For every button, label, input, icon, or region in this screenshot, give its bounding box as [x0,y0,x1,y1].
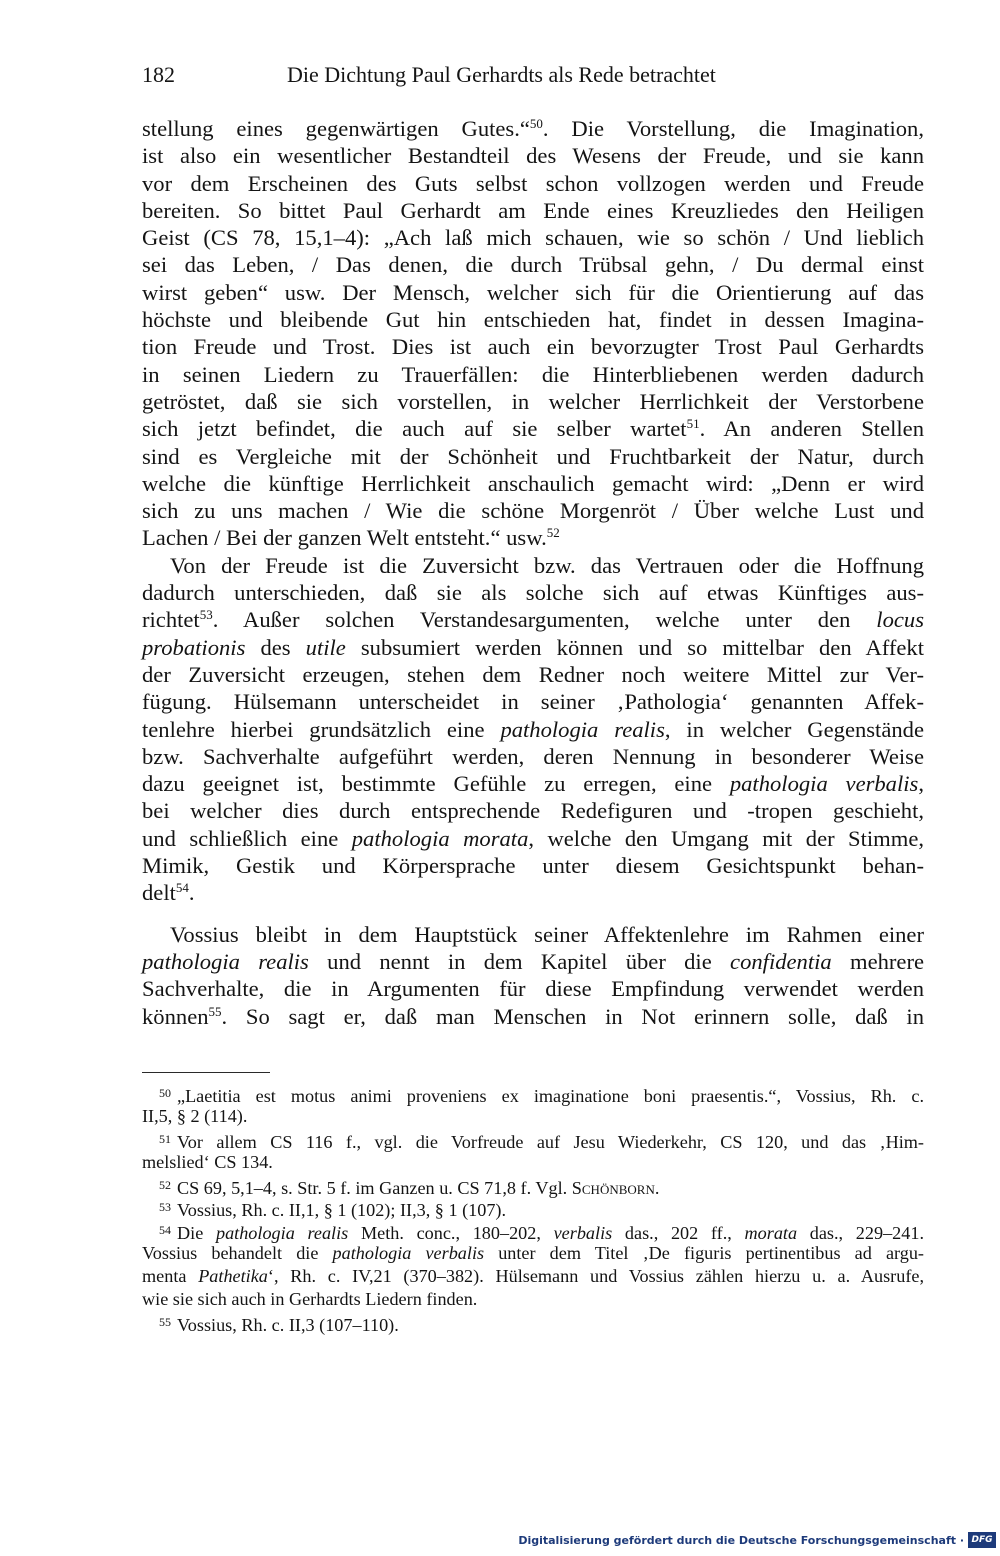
footnotes [142,1082,924,1334]
text-line: höchste und bleibende Gut hin entschieden hat, findet in dessen Imagina- [142,307,924,333]
text-line: und schließlich eine pathologia morata, welche den Umgang mit der Stimme, [142,825,925,851]
text-line: sei das Leben, / Das denen, die durch Trübsal gehn, / Du dermal einst [142,252,924,278]
footnote-rule [142,1072,270,1073]
footnote-54-cont: Vossius behandelt die pathologia verbalis unter dem Titel ‚De figuris pertinentibus ad argu- [142,1243,924,1264]
text-line: richtet$^{53}$. Außer solchen Verstandesargumenten, welche unter den locus [142,607,924,633]
text-line: bei welcher dies durch entsprechende Redefiguren und -tropen geschieht, [142,798,924,824]
footnote-ref: 52 [546,525,560,541]
text-line: Vossius bleibt in dem Hauptstück seiner Affektenlehre im Rahmen einer [170,921,924,947]
text-line: sich zu uns machen / Wie die schöne Morgenröt / Über welche Lust und [142,498,924,524]
text-line: dazu geeignet ist, bestimmte Gefühle zu erregen, eine pathologia verbalis, [142,771,924,797]
footnote-ref: 50 [529,116,543,131]
dfg-logo: DFG [968,1532,996,1548]
text-line: sich jetzt befindet, die auch auf sie selber wartet$^{51}$. An anderen Stellen [142,416,924,442]
text-line: bzw. Sachverhalte aufgeführt werden, deren Nennung in besonderer Weise [142,743,924,769]
footnote-54-cont: wie sie sich auch in Gerhardts Liedern finden. [142,1289,478,1310]
text-line: bereiten. So bittet Paul Gerhardt am Ende eines Kreuzliedes den Heiligen [142,197,924,223]
digitization-credit [518,1530,996,1550]
text-line: sind es Vergleiche mit der Schönheit und Fruchtbarkeit der Natur, durch [142,443,924,469]
text-line: dadurch unterschieden, daß sie als solche sich auf etwas Künftiges aus- [142,580,924,606]
text-line: ist also ein wesentlicher Bestandteil des Wesens der Freude, und sie kann [142,143,924,169]
text-line: getröstet, daß sie sich vorstellen, in welcher Herrlichkeit der Verstorbene [142,388,924,414]
footnote-51: $^{51}$ Vor allem CS 116 f., vgl. die Vorfreude auf Jesu Wiederkehr, CS 120, und das ‚Him- [159,1131,924,1152]
text-line: probationis des utile subsumiert werden können und so mittelbar den Affekt [142,634,924,660]
footnote-ref: 53 [199,607,213,623]
text-line: Geist (CS 78, 15,1–4): „Ach laß mich schauen, wie so schön / Und lieblich [142,225,924,251]
footnote-ref: 54 [175,880,189,896]
text-line: Sachverhalte, die in Argumenten für diese Empfindung verwendet werden [142,976,924,1002]
footnote-ref: 55 [208,1003,222,1019]
text-line: wirst geben“ usw. Der Mensch, welcher sich für die Orientierung auf das [142,279,924,305]
running-title: Die Dichtung Paul Gerhardts als Rede betrachtet [287,62,716,87]
text-line: tion Freude und Trost. Dies ist auch ein bevorzugter Trost Paul Gerhardts [142,334,924,360]
text-line: fügung. Hülsemann unterscheidet in seiner ‚Pathologia‘ genannten Affek- [142,689,924,715]
footnote-52: $^{52}$ CS 69, 5,1–4, s. Str. 5 f. im Ganzen u. CS 71,8 f. Vgl. Schönborn. [159,1177,660,1198]
text-line: Mimik, Gestik und Körpersprache unter diesem Gesichtspunkt behan- [142,853,924,879]
text-line: Lachen / Bei der ganzen Welt entsteht.“ usw.$^{52}$ [142,525,560,551]
footnote-ref: 51 [686,416,700,432]
text-line: delt$^{54}$. [142,880,195,906]
text-line: der Zuversicht erzeugen, stehen dem Redner noch weitere Mittel zur Ver- [142,661,924,687]
text-line: welche die künftige Herrlichkeit anschaulich gemacht wird: „Denn er wird [142,470,924,496]
credit-text: Digitalisierung gefördert durch die Deutsche Forschungsgemeinschaft · [518,1533,964,1547]
text-line: in seinen Liedern zu Trauerfällen: die Hinterbliebenen werden dadurch [142,361,924,387]
running-head [142,58,902,92]
footnote-51-cont: melslied‘ CS 134. [142,1151,273,1172]
text-line: können$^{55}$. So sagt er, daß man Menschen in Not erinnern solle, daß in [142,1003,924,1029]
text-line: stellung eines gegenwärtigen Gutes.“$^{50}$. Die Vorstellung, die Imagination, [142,116,925,141]
footnote-54: $^{54}$ Die pathologia realis Meth. conc., 180–202, verbalis das., 202 ff., morata das., 229–241. [159,1223,924,1244]
footnote-53: $^{53}$ Vossius, Rh. c. II,1, § 1 (102); II,3, § 1 (107). [159,1200,507,1221]
footnote-50: $^{50}$ „Laetitia est motus animi proveniens ex imaginatione boni praesentis.“, Vossius, Rh. c. [159,1086,924,1106]
text-line: pathologia realis und nennt in dem Kapitel über die confidentia mehrere [142,948,925,974]
footnote-50-cont: II,5, § 2 (114). [142,1105,248,1126]
body-text [142,115,924,1030]
footnote-54-cont: menta Pathetika‘, Rh. c. IV,21 (370–382). Hülsemann und Vossius zählen hierzu u. a. Ausrufe, [142,1266,924,1287]
page-number: 182 [142,62,175,87]
text-line: vor dem Erscheinen des Guts selbst schon vollzogen werden und Freude [142,170,924,196]
footnote-55: $^{55}$ Vossius, Rh. c. II,3 (107–110). [159,1314,399,1335]
text-line: Von der Freude ist die Zuversicht bzw. das Vertrauen oder die Hoffnung [170,552,924,578]
text-line: tenlehre hierbei grundsätzlich eine pathologia realis, in welcher Gegenstände [142,716,924,742]
